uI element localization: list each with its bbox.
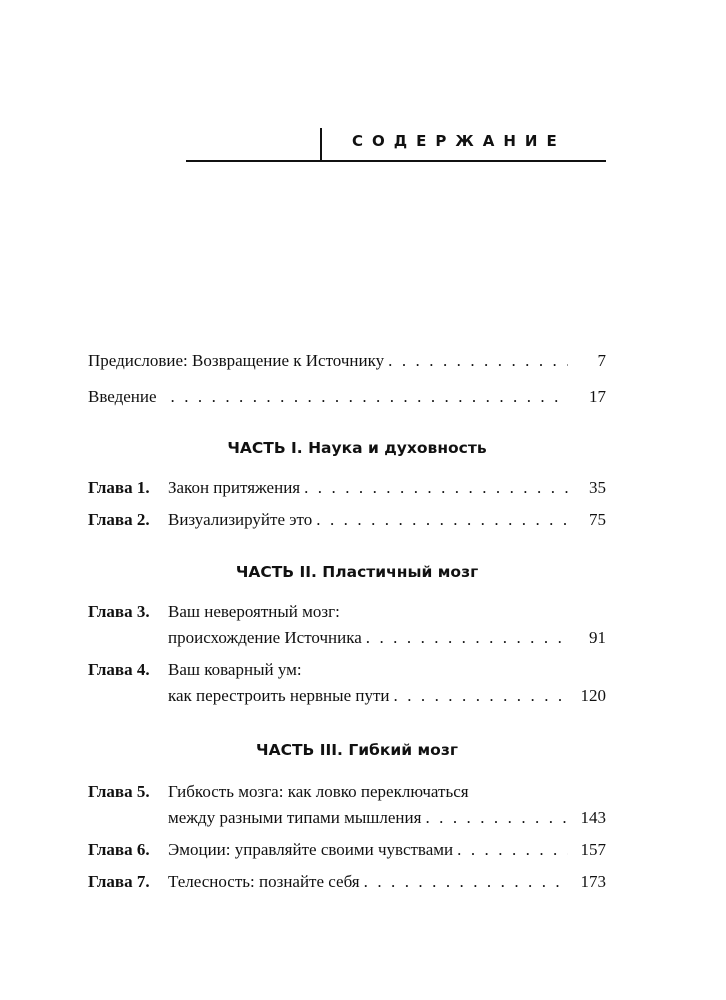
page-number: 173 [580, 872, 606, 891]
page-number: 17 [589, 387, 606, 406]
dot-leader [316, 507, 568, 533]
chapter-label: Глава 4. [88, 660, 150, 679]
page-number: 120 [580, 686, 606, 705]
part-heading-2: ЧАСТЬ II. Пластичный мозг [235, 563, 479, 581]
toc-entry-chapter-4 [88, 657, 606, 709]
page-number: 143 [580, 808, 606, 827]
chapter-label: Глава 7. [88, 872, 150, 891]
dot-leader [171, 384, 568, 410]
toc-entry-preface [88, 348, 606, 374]
entry-title-line-2: между разными типами мышления [168, 808, 422, 827]
entry-title-line-1: Ваш коварный ум: [168, 660, 302, 679]
entry-title: Предисловие: Возвращение к Источнику [88, 351, 385, 370]
chapter-label: Глава 1. [88, 478, 150, 497]
page-number: 35 [589, 478, 606, 497]
header-horizontal-rule [186, 160, 606, 162]
toc-entry-chapter-5 [88, 779, 606, 831]
entry-title: Телесность: познайте себя [168, 872, 360, 891]
entry-title-line-1: Ваш невероятный мозг: [168, 602, 340, 621]
page-number: 157 [580, 840, 606, 859]
toc-entry-chapter-2 [88, 507, 606, 533]
entry-title-line-2: происхождение Источника [168, 628, 362, 647]
part-heading-1: ЧАСТЬ I. Наука и духовность [227, 439, 487, 457]
dot-leader [457, 837, 568, 863]
entry-title: Введение [88, 387, 157, 406]
table-of-contents [88, 348, 606, 895]
toc-entry-intro [88, 384, 606, 410]
dot-leader [364, 869, 568, 895]
chapter-label: Глава 5. [88, 782, 150, 801]
page-number: 75 [589, 510, 606, 529]
page-title: СОДЕРЖАНИЕ [352, 132, 566, 150]
dot-leader [304, 475, 568, 501]
part-heading-3: ЧАСТЬ III. Гибкий мозг [256, 741, 458, 759]
page-header [186, 128, 606, 162]
dot-leader [366, 625, 568, 651]
entry-title-line-2: как перестроить нервные пути [168, 686, 390, 705]
page-number: 91 [589, 628, 606, 647]
entry-title: Визуализируйте это [168, 510, 313, 529]
entry-title-line-1: Гибкость мозга: как ловко переключаться [168, 782, 469, 801]
header-vertical-rule [320, 128, 322, 160]
page-number: 7 [597, 351, 606, 370]
toc-entry-chapter-3 [88, 599, 606, 651]
dot-leader [388, 348, 568, 374]
toc-entry-chapter-6 [88, 837, 606, 863]
toc-entry-chapter-1 [88, 475, 606, 501]
chapter-label: Глава 3. [88, 602, 150, 621]
entry-title: Эмоции: управляйте своими чувствами [168, 840, 454, 859]
toc-entry-chapter-7 [88, 869, 606, 895]
chapter-label: Глава 6. [88, 840, 150, 859]
entry-title: Закон притяжения [168, 478, 301, 497]
chapter-label: Глава 2. [88, 510, 150, 529]
dot-leader [394, 683, 569, 709]
dot-leader [425, 805, 568, 831]
